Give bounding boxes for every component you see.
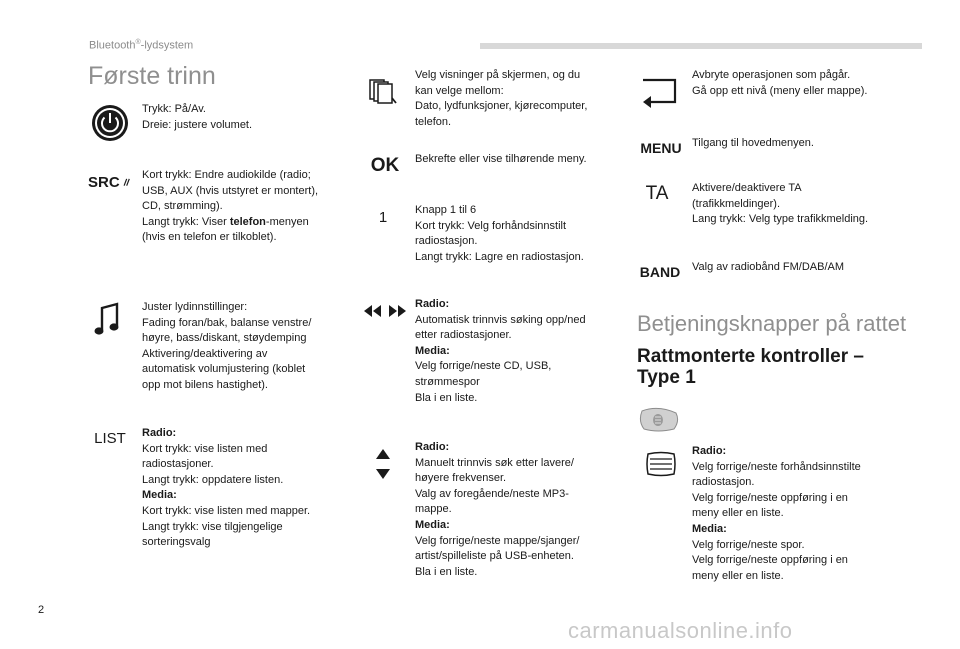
section2-title: Betjeningsknapper på rattet bbox=[637, 311, 907, 336]
music-note-icon bbox=[92, 302, 122, 338]
steering-controls-icon bbox=[636, 406, 680, 434]
power-knob-icon bbox=[90, 103, 130, 143]
src-phone-icon: SRC bbox=[88, 172, 130, 192]
section-title: Første trinn bbox=[88, 62, 216, 90]
back-description: Avbryte operasjonen som pågår. Gå opp ett nivå (meny eller mappe). bbox=[692, 69, 868, 97]
ok-button-icon: OK bbox=[370, 155, 400, 176]
music-description: Juster lydinnstillinger: Fading foran/bak, balanse venstre/ høyre, bass/diskant, støydemping Aktivering/deaktivering av automatisk volumjustering (koblet opp mot bilens hastighet). bbox=[142, 301, 312, 391]
thumbwheel-icon bbox=[645, 451, 677, 477]
band-button-icon: BAND bbox=[639, 264, 681, 280]
header-title: Bluetooth bbox=[89, 39, 136, 52]
page-number: 2 bbox=[38, 604, 45, 616]
wheel-description: Radio: Velg forrige/neste forhåndsinnstilte radiostasjon. Velg forrige/neste oppføring i en meny eller en liste. Media: Velg forrige/neste spor. Velg forrige/neste oppføring i en meny eller en liste. bbox=[692, 445, 861, 582]
power-description: Trykk: På/Av. Dreie: justere volumet. bbox=[142, 103, 253, 131]
seek-description: Radio: Automatisk trinnvis søking opp/ned etter radiostasjoner. Media: Velg forrige/neste CD, USB, strømmespor Bla i en liste. bbox=[415, 298, 586, 404]
band-description: Valg av radiobånd FM/DAB/AM bbox=[692, 261, 845, 273]
watermark: carmanualsonline.info bbox=[568, 618, 793, 643]
seek-arrows-icon bbox=[361, 302, 409, 320]
src-description: Kort trykk: Endre audiokilde (radio; USB, AUX (hvis utstyret er montert), CD, strømming). Langt trykk: Viser telefon-menyen (hvis en telefon er tilkoblet). bbox=[142, 169, 319, 244]
display-description: Velg visninger på skjermen, og du kan velge mellom: Dato, lydfunksjoner, kjørecomputer, telefon. bbox=[415, 69, 588, 128]
ok-description: Bekrefte eller vise tilhørende meny. bbox=[415, 153, 587, 165]
preset-one-icon: 1 bbox=[378, 208, 388, 226]
header-bar bbox=[480, 43, 922, 49]
list-button-icon: LIST bbox=[94, 429, 126, 447]
menu-description: Tilgang til hovedmenyen. bbox=[692, 137, 814, 149]
header-title-rest: -lydsystem bbox=[140, 39, 194, 52]
list-description: Radio: Kort trykk: vise listen med radiostasjoner. Langt trykk: oppdatere listen. Media: Kort trykk: vise listen med mapper. Langt trykk: vise tilgjengelige sorteringsvalg bbox=[142, 427, 311, 549]
ta-description: Aktivere/deaktivere TA (trafikkmeldinger). Lang trykk: Velg type trafikkmelding. bbox=[692, 182, 869, 226]
running-header bbox=[89, 39, 193, 52]
display-mode-icon bbox=[368, 76, 400, 106]
header-registered-mark: ® bbox=[135, 39, 141, 46]
ta-button-icon: TA bbox=[645, 183, 669, 204]
up-down-arrows-icon bbox=[374, 447, 392, 481]
menu-button-icon: MENU bbox=[640, 140, 682, 156]
updown-description: Radio: Manuelt trinnvis søk etter lavere/ høyere frekvenser. Valg av foregående/neste MP3- mappe. Media: Velg forrige/neste mappe/sjanger/ artist/spilleliste på USB-enheten. Bla i en liste. bbox=[415, 441, 580, 578]
back-arrow-icon bbox=[638, 77, 680, 109]
preset-description: Knapp 1 til 6 Kort trykk: Velg forhåndsinnstilt radiostasjon. Langt trykk: Lagre en radiostasjon. bbox=[415, 204, 584, 263]
subsection-title: Rattmonterte kontroller – Type 1 bbox=[637, 346, 864, 388]
